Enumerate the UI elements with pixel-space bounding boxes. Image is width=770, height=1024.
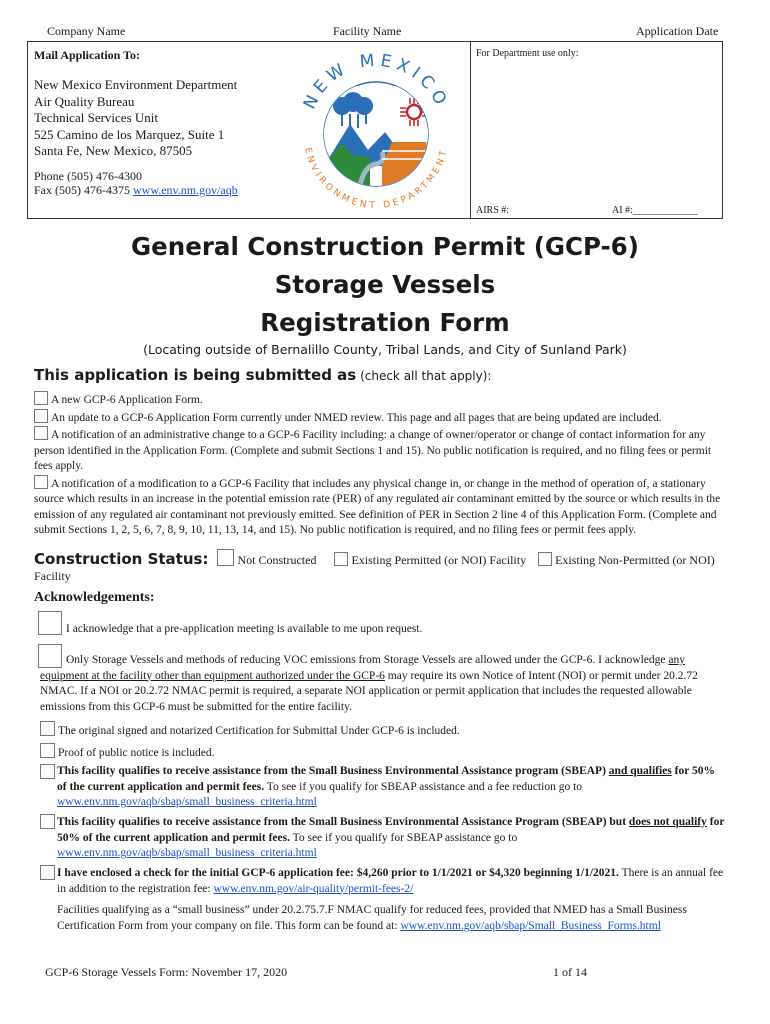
sbeap-nq-criteria-link[interactable]: www.env.nm.gov/aqb/sbap/small_business_criteria.html (57, 847, 317, 859)
svg-text:NEW MEXICO: NEW MEXICO (299, 50, 453, 113)
not-constructed-label: Not Constructed (237, 553, 317, 567)
small-business-note (57, 903, 727, 934)
title-line-3: Registration Form (260, 308, 510, 337)
existing-non-permitted-label: Existing Non-Permitted (or NOI) Facility (34, 553, 715, 583)
sbeap-bold-underlined: and qualifies (608, 765, 672, 777)
new-application-checkbox[interactable] (34, 391, 48, 405)
fee-check-checkbox[interactable] (40, 865, 55, 880)
title-line-2: Storage Vessels (274, 270, 496, 299)
permit-fees-link[interactable]: www.env.nm.gov/air-quality/permit-fees-2/ (213, 882, 414, 895)
ack-storage-part: Only Storage Vessels and methods of reducing VOC emissions from Storage Vessels are allowed under the GCP-6. I acknowledge (66, 654, 669, 666)
update-application-checkbox[interactable] (34, 409, 48, 423)
ack-storage-text (40, 653, 730, 715)
application-date-label: Application Date (636, 24, 719, 38)
option-text: An update to a GCP-6 Application Form currently under NMED review. This page and all pages that are being updated are included. (51, 411, 662, 424)
sbeap-bold: for 50% of the current application and permit fees. (57, 765, 715, 793)
submitted-options (34, 391, 730, 539)
sbeap-nq-bold: for 50% of the current application and permit fees. (57, 816, 725, 844)
ack-preapp-text: I acknowledge that a pre-application meeting is available to me upon request. (66, 623, 423, 635)
mail-block (34, 48, 294, 197)
address-line: 525 Camino de los Marquez, Suite 1 (34, 126, 225, 142)
footer-form-date: GCP-6 Storage Vessels Form: November 17, 2020 (45, 965, 288, 979)
ack-storage-part: may require its own Notice of Intent (NOI) or permit under 20.2.72 NMAC. If a NOI or 20.2.72 NMAC permit is required, a separate NOI application or permit application that includes the requested allowable emissions from this GCP-6 must be submitted for the entire facility. (40, 669, 698, 713)
sbeap-text: To see if you qualify for SBEAP assistance and a fee reduction go to (264, 780, 583, 793)
public-notice-checkbox[interactable] (40, 743, 55, 758)
option-text: A new GCP-6 Application Form. (51, 394, 203, 406)
address-line: New Mexico Environment Department (34, 77, 238, 92)
ack-preapp-checkbox-wrap (38, 611, 62, 638)
small-business-text: Facilities qualifying as a “small business” under 20.2.75.7.F NMAC qualify for reduced fees, provided that NMED has a Small Business Certification Form from your company on file. This form can be found at: (57, 904, 687, 932)
nmed-logo (290, 46, 462, 216)
sbeap-nq-text: To see if you qualify for SBEAP assistance go to (289, 831, 518, 844)
address-line: Air Quality Bureau (34, 93, 135, 109)
certification-text: The original signed and notarized Certification for Submittal Under GCP-6 is included. (58, 725, 460, 737)
ack-certification (40, 721, 460, 740)
sbeap-bold: This facility qualifies to receive assistance from the Small Business Environmental Assistance program (SBEAP) (57, 765, 609, 777)
nmed-logo-graphic (290, 46, 462, 216)
submitted-heading (34, 366, 491, 384)
option-admin-change (34, 426, 730, 475)
fax-number: Fax (505) 476-4375 (34, 182, 133, 197)
option-text: A notification of a modification to a GCP-6 Facility that includes any physical change in, or change in the method of operation of, a stationary source which results in an increase in the potential emission rate (PER) of any regulated air contaminant emitted by the source or which results in the emission of any regulated air contaminant not previously emitted. See definition of PER in Section 2 line 4 of this Application Form. (Complete and submit Sections 1, 2, 5, 6, 7, 8, 9, 10, 11, 13, 14, and 15). No public notification is required, and no filing fees or permit fees apply. (34, 477, 721, 536)
facility-name-label: Facility Name (333, 24, 402, 38)
mail-title: Mail Application To: (34, 48, 141, 62)
ai-label: AI #:_____________ (612, 205, 698, 216)
submitted-heading-text: This application is being submitted as (34, 366, 357, 384)
address-line: Santa Fe, New Mexico, 87505 (34, 143, 193, 158)
address-line: Technical Services Unit (34, 110, 158, 125)
sbeap-not-qualify-checkbox[interactable] (40, 814, 55, 829)
phone: Phone (505) 476-4300 (34, 168, 142, 183)
modification-checkbox[interactable] (34, 475, 48, 489)
svg-text:ENVIRONMENT DEPARTMENT: ENVIRONMENT DEPARTMENT (302, 146, 450, 212)
existing-permitted-checkbox[interactable] (334, 552, 348, 566)
ack-storage-underlined: any equipment at the facility other than equipment authorized under the GCP-6 (40, 654, 685, 682)
fee-bold: I have enclosed a check for the initial GCP-6 application fee: $4,260 prior to 1/1/2021 or $4,320 beginning 1/1/2021. (57, 867, 619, 879)
ack-heading: Acknowledgements: (34, 590, 155, 605)
existing-permitted-label: Existing Permitted (or NOI) Facility (351, 553, 527, 567)
certification-checkbox[interactable] (40, 721, 55, 736)
option-new (34, 391, 730, 409)
company-name-label: Company Name (47, 24, 126, 38)
construction-status (34, 549, 724, 584)
ack-public-notice (40, 743, 215, 762)
ack-sbeap-not-qualify (57, 815, 725, 862)
title-line-1: General Construction Permit (GCP-6) (131, 232, 639, 261)
ack-fee-check (57, 866, 727, 897)
public-notice-text: Proof of public notice is included. (58, 747, 215, 759)
footer-page-number: 1 of 14 (553, 965, 587, 979)
ack-preapp-checkbox[interactable] (38, 611, 62, 635)
sbeap-nq-bold-underlined: does not qualify (628, 816, 707, 828)
fax (34, 183, 294, 197)
sbeap-qualifies-checkbox[interactable] (40, 764, 55, 779)
option-modification (34, 475, 730, 539)
existing-non-permitted-checkbox[interactable] (538, 552, 552, 566)
construction-heading: Construction Status: (34, 550, 209, 568)
small-business-forms-link[interactable]: www.env.nm.gov/aqb/sbap/Small_Business_Forms.html (400, 919, 661, 932)
submitted-note: (check all that apply): (356, 369, 492, 383)
not-constructed-checkbox[interactable] (217, 549, 234, 566)
admin-change-checkbox[interactable] (34, 426, 48, 440)
dept-use-label: For Department use only: (476, 48, 579, 59)
fee-text: There is an annual fee in addition to the registration fee: (57, 867, 724, 895)
aqb-link[interactable]: www.env.nm.gov/aqb (133, 182, 238, 197)
airs-label: AIRS #: (476, 205, 510, 216)
form-title (0, 228, 770, 342)
sbeap-criteria-link[interactable]: www.env.nm.gov/aqb/sbap/small_business_criteria.html (57, 796, 317, 808)
header-box-divider (470, 41, 471, 219)
form-subtitle: (Locating outside of Bernalillo County, Tribal Lands, and City of Sunland Park) (143, 342, 627, 357)
ack-sbeap-qualifies (57, 764, 727, 811)
option-update (34, 409, 730, 427)
mail-address (34, 77, 294, 160)
option-text: A notification of an administrative change to a GCP-6 Facility including: a change of owner/operator or change of contact information for any person identified in the Application Form. (Complete and submit Sections 1 and 15). No public notification is required, and no filing fees or permit fees apply. (34, 429, 712, 472)
sbeap-nq-bold: This facility qualifies to receive assistance from the Small Business Environmental Assistance Program (SBEAP) but (57, 816, 629, 828)
